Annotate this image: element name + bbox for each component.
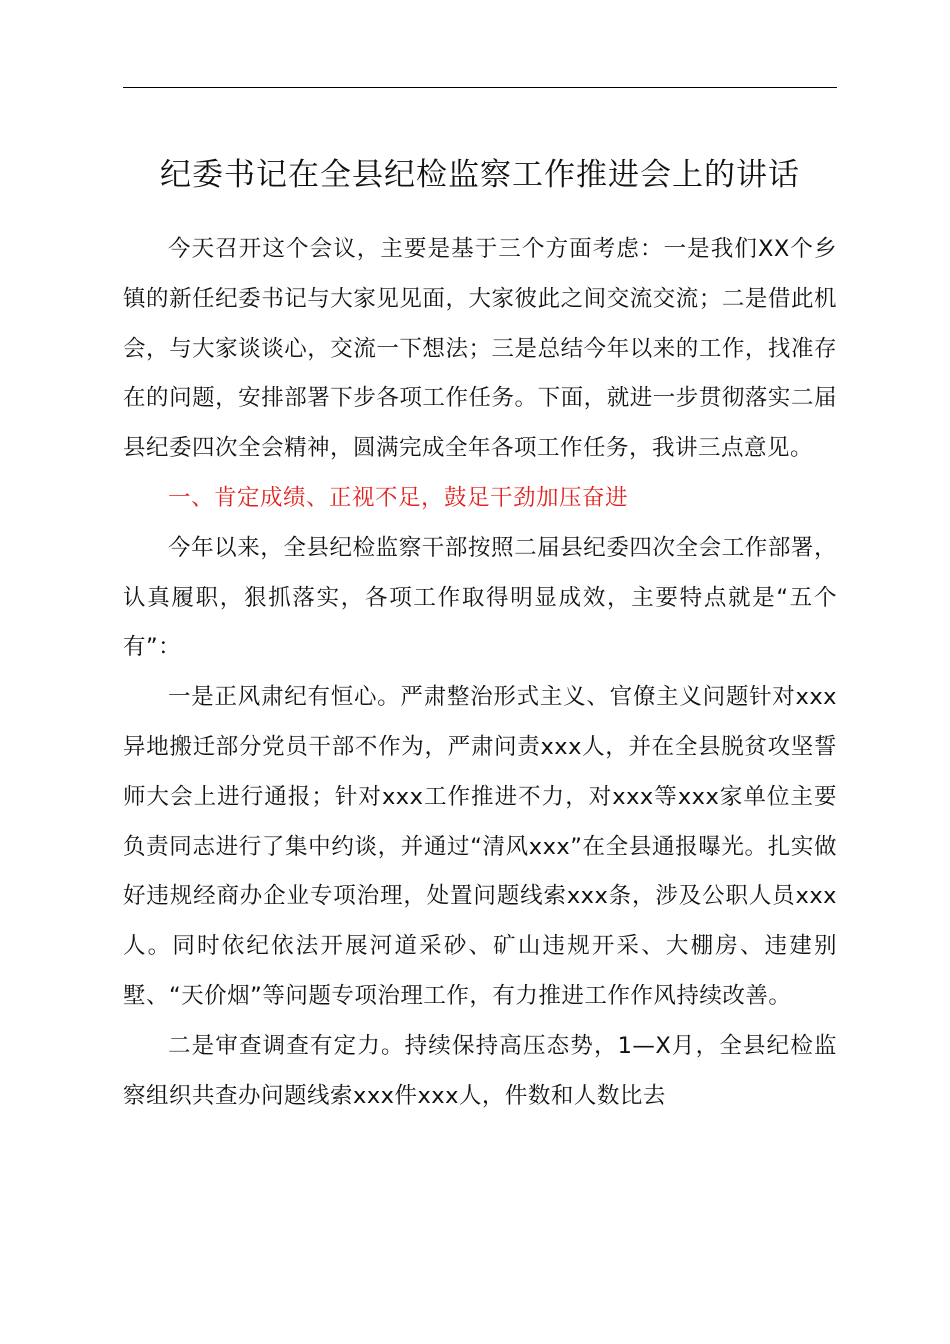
paragraph-achievements: 今年以来，全县纪检监察干部按照二届县纪委四次全会工作部署，认真履职，狠抓落实，各项工作取得明显成效，主要特点就是“五个有”： (123, 534, 837, 661)
document-title: 纪委书记在全县纪检监察工作推进会上的讲话 (160, 157, 800, 193)
paragraph-point-one: 一是正风肃纪有恒心。严肃整治形式主义、官僚主义问题针对xxx异地搬迁部分党员干部不作为，严肃问责xxx人，并在全县脱贫攻坚誓师大会上进行通报；针对xxx工作推进不力，对xxx等xxx家单位主要负责同志进行了集中约谈，并通过“清风xxx”在全县通报曝光。扎实做好违规经商办企业专项治理，处置问题线索xxx条，涉及公职人员xxx人。同时依纪依法开展河道采砂、矿山违规开采、大棚房、违建别墅、“天价烟”等问题专项治理工作，有力推进工作作风持续改善。 (123, 684, 837, 1009)
section-heading: 一、肯定成绩、正视不足，鼓足干劲加压奋进 (168, 484, 629, 511)
header-rule (123, 87, 837, 88)
paragraph-intro: 今天召开这个会议，主要是基于三个方面考虑：一是我们XX个乡镇的新任纪委书记与大家见见面，大家彼此之间交流交流；二是借此机会，与大家谈谈心，交流一下想法；三是总结今年以来的工作，找准存在的问题，安排部署下步各项工作任务。下面，就进一步贯彻落实二届县纪委四次全会精神，圆满完成全年各项工作任务，我讲三点意见。 (123, 236, 837, 462)
document-body (123, 225, 837, 1121)
paragraph-point-two: 二是审查调查有定力。持续保持高压态势，1—X月，全县纪检监察组织共查办问题线索xxx件xxx人，件数和人数比去 (123, 1032, 837, 1109)
